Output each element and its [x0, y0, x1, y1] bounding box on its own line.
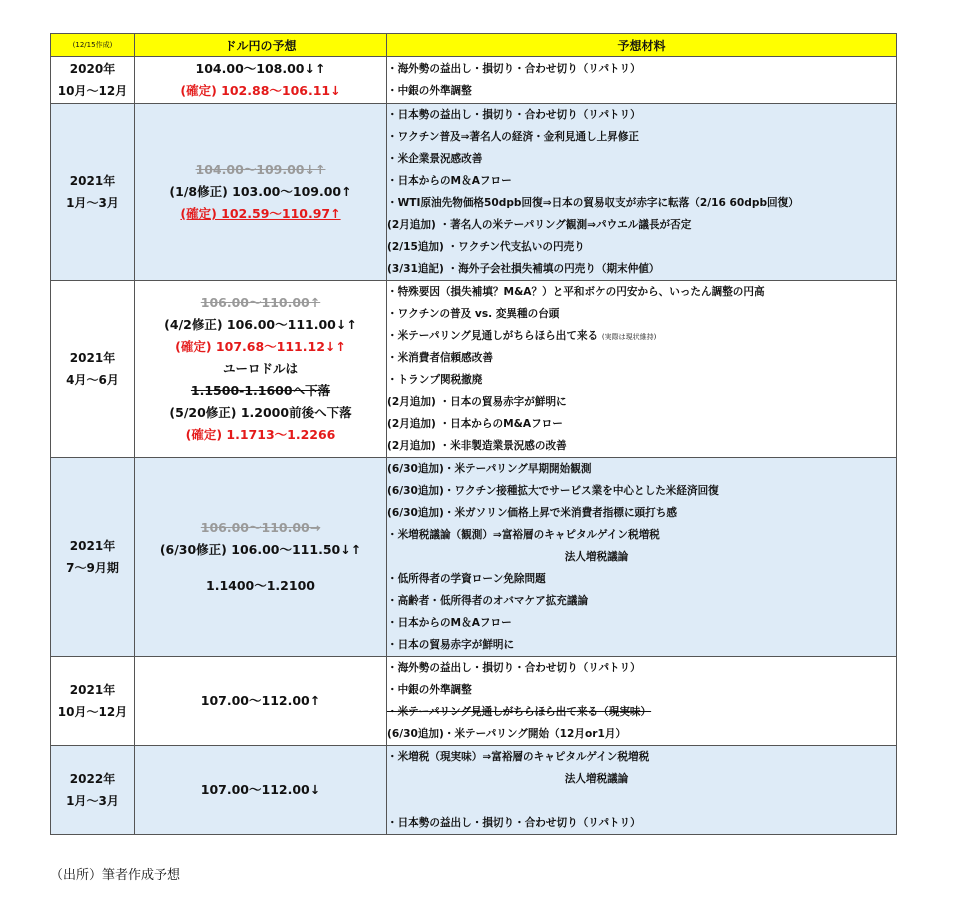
material-item: ・日本勢の益出し・損切り・合わせ切り（リパトリ） — [387, 109, 641, 121]
material-item: ・米増税議論（観測）⇒富裕層のキャピタルゲイン税増税 — [387, 529, 660, 541]
forecast-cell — [135, 458, 387, 657]
material-item: ・米増税（現実味）⇒富裕層のキャピタルゲイン税増税 — [387, 751, 650, 763]
forecast-confirmed: (確定) 102.88～106.11↓ — [180, 83, 341, 98]
material-item: ・特殊要因（損失補填？M&A？）と平和ボケの円安から、いったん調整の円高 — [387, 286, 765, 298]
period-months: 4月～6月 — [66, 373, 119, 387]
period-cell — [51, 657, 135, 746]
period-months: 10月～12月 — [57, 705, 128, 719]
table-row — [51, 281, 897, 458]
eurusd-confirmed: (確定) 1.1713～1.2266 — [185, 427, 336, 442]
material-item: ・米テーパリング見通しがちらほら出て来る — [387, 330, 599, 342]
materials-cell — [387, 57, 897, 104]
material-item: ・高齢者・低所得者のオバマケア拡充議論 — [387, 595, 589, 607]
material-item: (6/30追加)・米テーパリング開始（12月or1月） — [387, 728, 627, 740]
material-item: ・ワクチン普及⇒著名人の経済・金利見通し上昇修正 — [387, 131, 640, 143]
material-item: ・日本からのM＆Aフロー — [387, 175, 512, 187]
material-item: ・米消費者信頼感改善 — [387, 352, 493, 364]
material-item: (6/30追加)・ワクチン接種拡大でサービス業を中心とした米経済回復 — [387, 485, 719, 497]
material-item: 法人増税議論 — [564, 773, 629, 785]
forecast-struck: 106.00～110.00↑ — [200, 295, 321, 310]
forecast-cell — [135, 657, 387, 746]
material-item: ・海外勢の益出し・損切り・合わせ切り（リパトリ） — [387, 662, 641, 674]
period-year: 2021年 — [69, 174, 116, 188]
material-item: (2月追加) ・日本からのM&Aフロー — [387, 418, 563, 430]
forecast-struck: 104.00～109.00↓↑ — [195, 162, 326, 177]
forecast-struck: 106.00～110.00→ — [200, 520, 321, 535]
forecast-cell — [135, 104, 387, 281]
material-item: (2月追加) ・日本の貿易赤字が鮮明に — [387, 396, 567, 408]
eurusd-revised: (5/20修正) 1.2000前後へ下落 — [169, 405, 352, 420]
material-item: ・WTI原油先物価格50dpb回復⇒日本の貿易収支が赤字に転落（2/16 60dpb回復） — [387, 197, 799, 209]
table-row — [51, 657, 897, 746]
forecast-cell — [135, 281, 387, 458]
forecast-line: 104.00～108.00↓↑ — [195, 61, 326, 76]
table-row — [51, 746, 897, 835]
material-item: ・低所得者の学資ローン免除問題 — [387, 573, 546, 585]
material-item-struck: ・米テーパリング見通しがちらほら出て来る（現実味） — [387, 706, 652, 718]
eurusd-forecast: 1.1400～1.2100 — [206, 578, 315, 593]
header-materials: 予想材料 — [387, 34, 897, 57]
eurusd-label: ユーロドルは — [222, 361, 298, 376]
material-item: (6/30追加)・米テーパリング早期開始観測 — [387, 463, 592, 475]
materials-cell — [387, 104, 897, 281]
header-forecast: ドル円の予想 — [135, 34, 387, 57]
forecast-line: (1/8修正) 103.00～109.00↑ — [169, 184, 352, 199]
forecast-cell — [135, 57, 387, 104]
forecast-cell — [135, 746, 387, 835]
materials-cell — [387, 657, 897, 746]
table-row — [51, 104, 897, 281]
period-year: 2020年 — [69, 62, 116, 76]
period-year: 2022年 — [69, 772, 116, 786]
materials-cell — [387, 746, 897, 835]
material-item: ・中銀の外準調整 — [387, 85, 472, 97]
period-cell — [51, 746, 135, 835]
period-months: 1月～3月 — [66, 794, 119, 808]
period-cell — [51, 281, 135, 458]
material-item: 法人増税議論 — [564, 551, 629, 563]
period-cell — [51, 57, 135, 104]
material-item: ・日本勢の益出し・損切り・合わせ切り（リパトリ） — [387, 817, 641, 829]
materials-cell — [387, 281, 897, 458]
material-item: ・日本からのM＆Aフロー — [387, 617, 512, 629]
forecast-line: (4/2修正) 106.00～111.00↓↑ — [164, 317, 357, 332]
period-year: 2021年 — [69, 351, 116, 365]
material-item: (6/30追加)・米ガソリン価格上昇で米消費者指標に頭打ち感 — [387, 507, 677, 519]
material-item: ・日本の貿易赤字が鮮明に — [387, 639, 515, 651]
material-note: (実際は現状維持) — [601, 333, 657, 341]
material-item: (2月追加) ・著名人の米テーパリング観測⇒パウエル議長が否定 — [387, 219, 692, 231]
forecast-line: 107.00～112.00↑ — [200, 693, 321, 708]
header-date-note: (12/15作成) — [51, 34, 135, 57]
period-months: 10月～12月 — [57, 84, 128, 98]
source-note: （出所）筆者作成予想 — [50, 868, 181, 883]
materials-cell — [387, 458, 897, 657]
forecast-line: 107.00～112.00↓ — [200, 782, 321, 797]
material-item: ・トランプ関税撤廃 — [387, 374, 483, 386]
period-cell — [51, 458, 135, 657]
forecast-confirmed: (確定) 107.68～111.12↓↑ — [175, 339, 346, 354]
period-year: 2021年 — [69, 683, 116, 697]
table-row — [51, 57, 897, 104]
material-item: ・海外勢の益出し・損切り・合わせ切り（リパトリ） — [387, 63, 641, 75]
material-item: (2/15追加) ・ワクチン代支払いの円売り — [387, 241, 585, 253]
period-months: 7～9月期 — [66, 561, 119, 575]
period-cell — [51, 104, 135, 281]
material-item: (2月追加) ・米非製造業景況感の改善 — [387, 440, 567, 452]
table-row — [51, 458, 897, 657]
material-item: (3/31追記) ・海外子会社損失補填の円売り（期末仲値） — [387, 263, 660, 275]
material-item: ・中銀の外準調整 — [387, 684, 472, 696]
forecast-line: (6/30修正) 106.00～111.50↓↑ — [159, 542, 362, 557]
header-row — [51, 34, 897, 57]
period-months: 1月～3月 — [66, 196, 119, 210]
eurusd-struck: 1.1500-1.1600へ下落 — [190, 383, 331, 398]
material-item: ・米企業景況感改善 — [387, 153, 483, 165]
forecast-confirmed: (確定) 102.59～110.97↑ — [180, 206, 341, 221]
forecast-table — [50, 33, 897, 835]
material-item: ・ワクチンの普及 vs. 変異種の台頭 — [387, 308, 560, 320]
period-year: 2021年 — [69, 539, 116, 553]
